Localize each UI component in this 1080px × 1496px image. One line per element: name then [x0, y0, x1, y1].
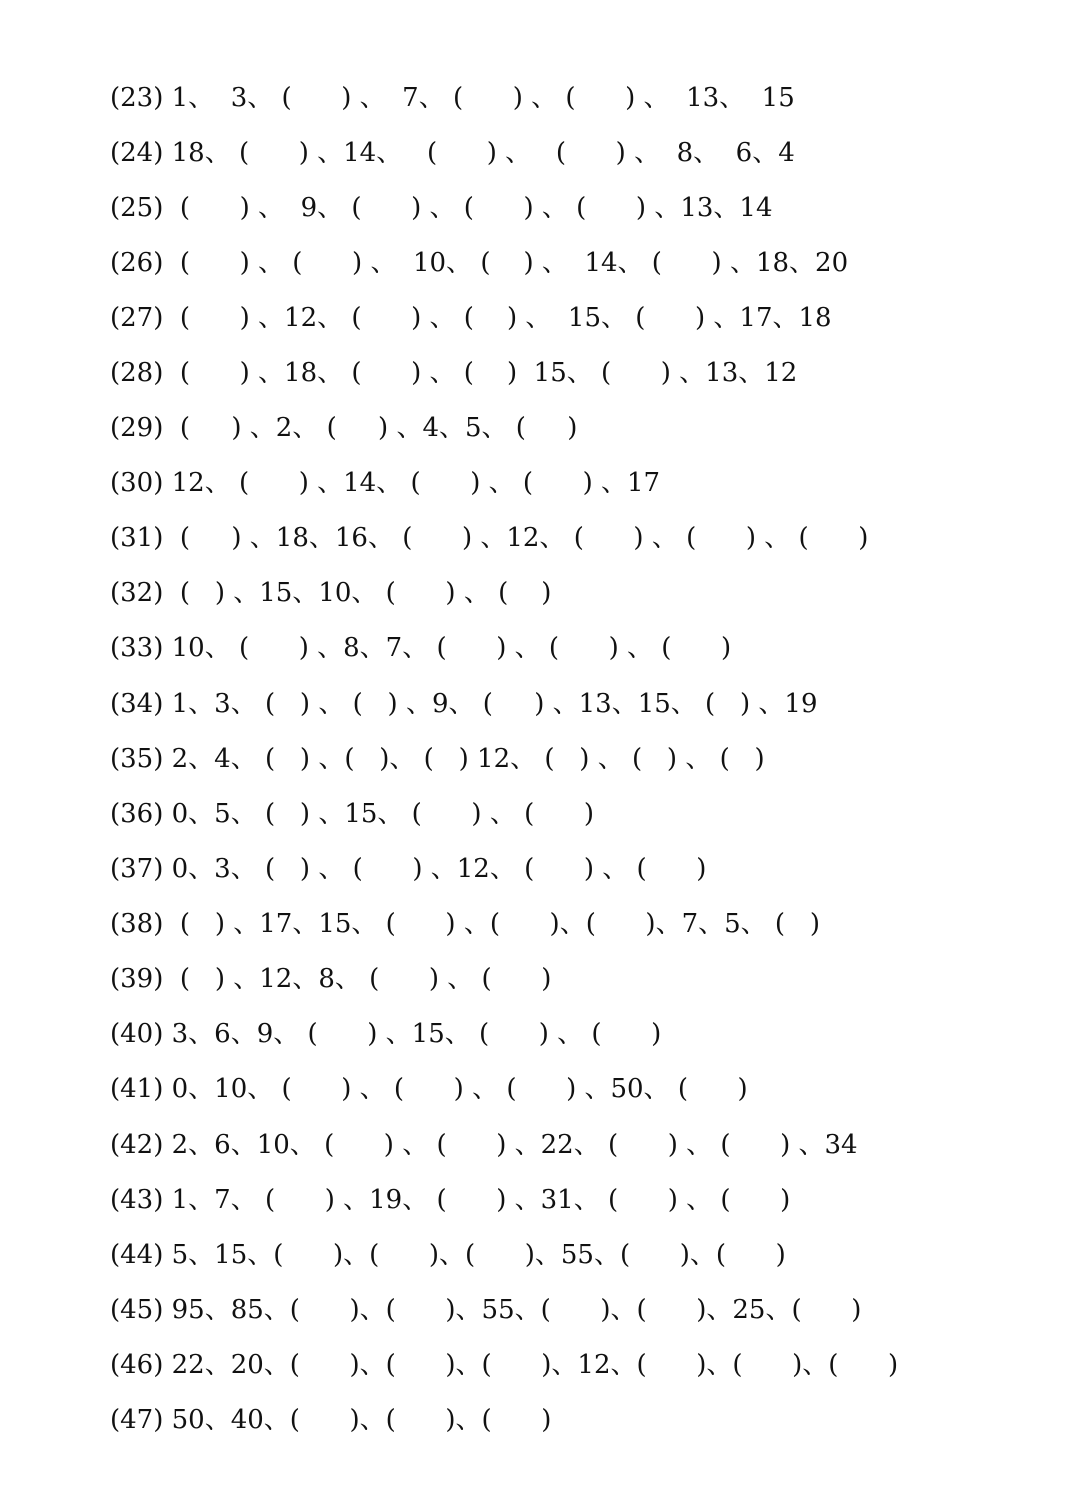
exercise-29: (29) ( ) 、2、 ( ) 、4、5、 ( ) [110, 413, 578, 443]
exercise-25: (25) ( ) 、 9、 ( ) 、 ( ) 、 ( ) 、13、14 [110, 193, 773, 223]
exercise-46: (46) 22、20、( )、( )、( )、12、( )、( )、( ) [110, 1350, 899, 1380]
exercise-26: (26) ( ) 、 ( ) 、 10、 ( ) 、 14、 ( ) 、18、20 [110, 248, 849, 278]
exercise-23: (23) 1、 3、 ( ) 、 7、 ( ) 、 ( ) 、 13、 15 [110, 83, 795, 113]
exercise-34: (34) 1、3、 ( ) 、 ( ) 、9、 ( ) 、13、15、 ( ) 、19 [110, 689, 818, 719]
exercise-28: (28) ( ) 、18、 ( ) 、 ( ) 15、 ( ) 、13、12 [110, 358, 798, 388]
exercise-41: (41) 0、10、 ( ) 、 ( ) 、 ( ) 、50、 ( ) [110, 1074, 748, 1104]
exercise-31: (31) ( ) 、18、16、 ( ) 、12、 ( ) 、 ( ) 、 ( ) [110, 523, 869, 553]
exercise-45: (45) 95、85、( )、( )、55、( )、( )、25、( ) [110, 1295, 862, 1325]
exercise-40: (40) 3、6、9、 ( ) 、15、 ( ) 、 ( ) [110, 1019, 662, 1049]
exercise-24: (24) 18、 ( ) 、14、 ( ) 、 ( ) 、 8、 6、4 [110, 138, 795, 168]
exercise-36: (36) 0、5、 ( ) 、15、 ( ) 、 ( ) [110, 799, 594, 829]
exercise-30: (30) 12、 ( ) 、14、 ( ) 、 ( ) 、17 [110, 468, 661, 498]
exercise-38: (38) ( ) 、17、15、 ( ) 、( )、( )、7、5、 ( ) [110, 909, 820, 939]
exercise-43: (43) 1、7、 ( ) 、19、 ( ) 、31、 ( ) 、 ( ) [110, 1185, 791, 1215]
exercise-42: (42) 2、6、10、 ( ) 、 ( ) 、22、 ( ) 、 ( ) 、34 [110, 1130, 858, 1160]
exercise-44: (44) 5、15、( )、( )、( )、55、( )、( ) [110, 1240, 786, 1270]
exercise-33: (33) 10、 ( ) 、8、7、 ( ) 、 ( ) 、 ( ) [110, 633, 732, 663]
exercise-32: (32) ( ) 、15、10、 ( ) 、 ( ) [110, 578, 552, 608]
exercise-27: (27) ( ) 、12、 ( ) 、 ( ) 、 15、 ( ) 、17、18 [110, 303, 832, 333]
exercise-35: (35) 2、4、 ( ) 、( )、 ( ) 12、 ( ) 、 ( ) 、 ( ) [110, 744, 765, 774]
exercise-39: (39) ( ) 、12、8、 ( ) 、 ( ) [110, 964, 552, 994]
exercise-37: (37) 0、3、 ( ) 、 ( ) 、12、 ( ) 、 ( ) [110, 854, 707, 884]
exercise-47: (47) 50、40、( )、( )、( ) [110, 1405, 552, 1435]
